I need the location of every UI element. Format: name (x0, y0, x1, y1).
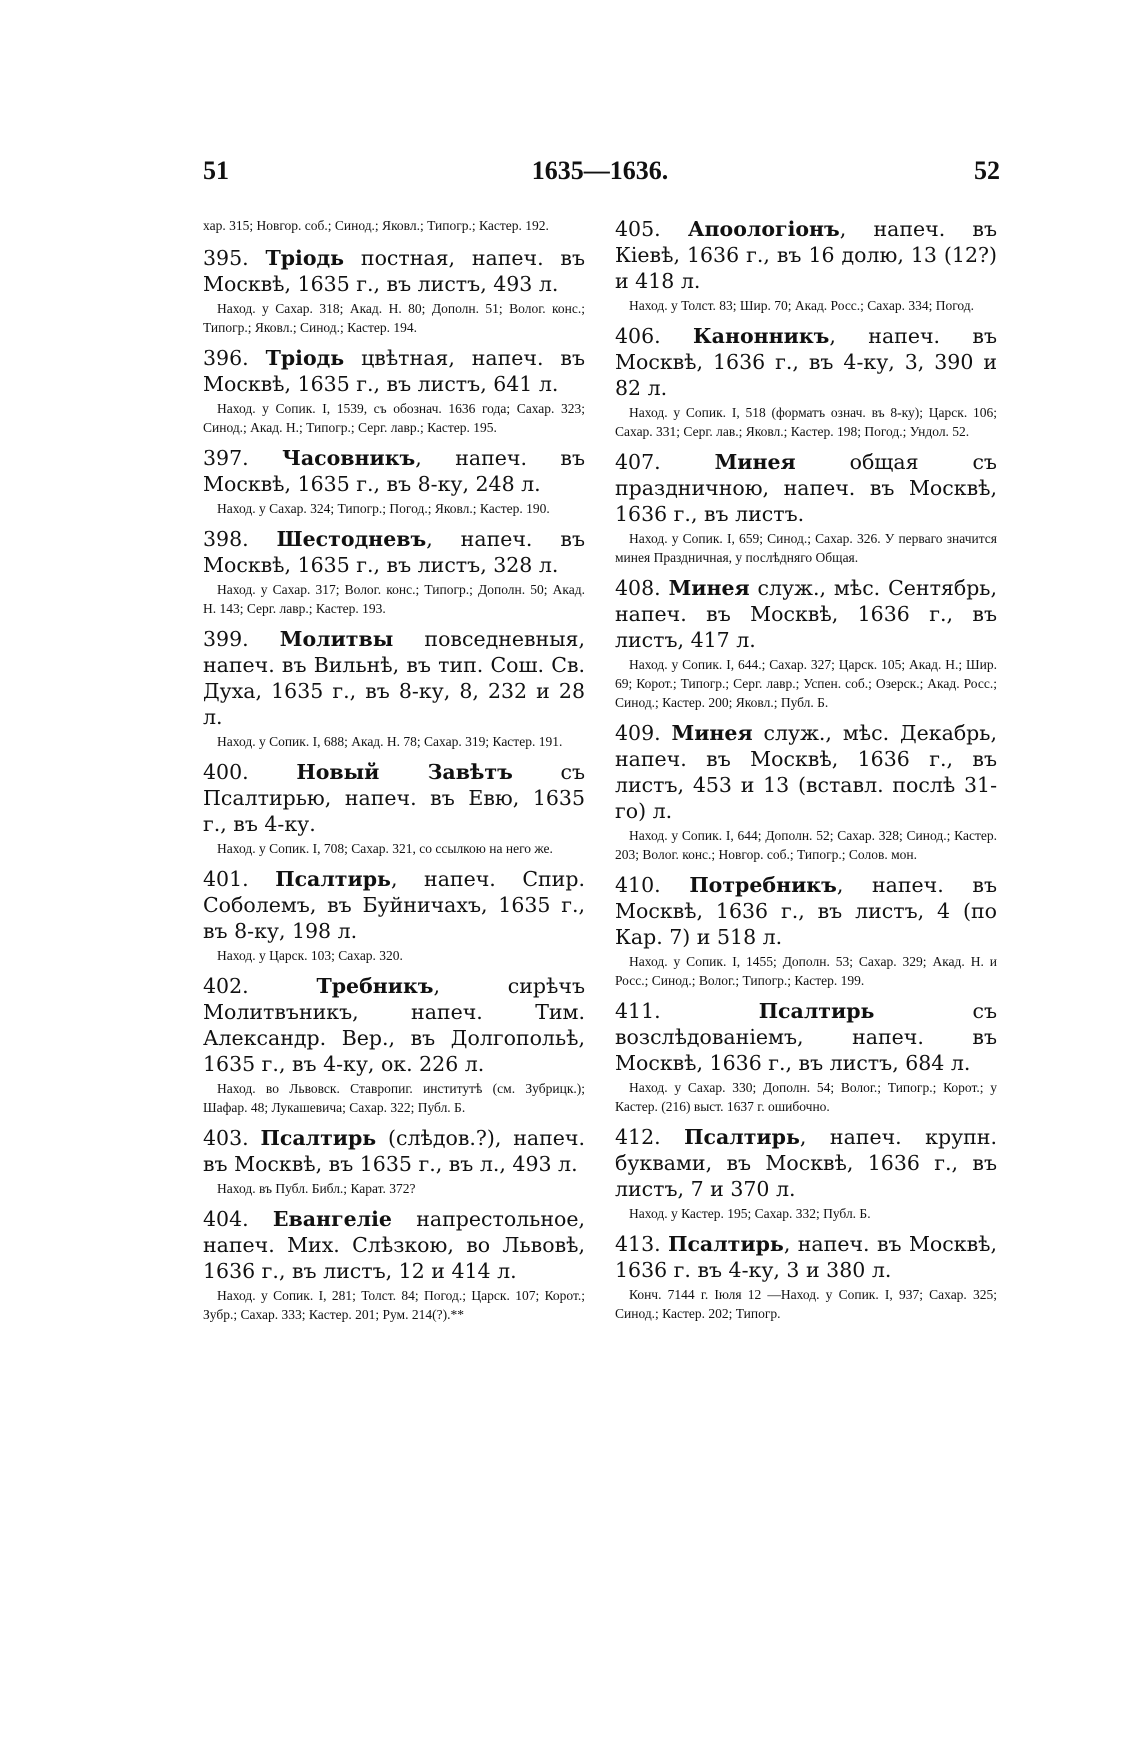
entry-location-note: Наход. у Толст. 83; Шир. 70; Акад. Росс.; Сахар. 334; Погод. (629, 298, 975, 313)
entry-title: Шестодневъ (276, 527, 427, 551)
catalog-entry (615, 1231, 997, 1323)
entry-description: общая съ праздничною, напеч. въ Москвѣ, 1636 г., въ листъ. (615, 450, 997, 526)
entry-number: 412. (615, 1125, 661, 1149)
entry-title: Апоологіонъ (687, 217, 840, 241)
entry-number: 402. (203, 974, 249, 998)
entry-number: 395. (203, 246, 249, 270)
entry-heading (203, 759, 585, 837)
catalog-entry (615, 720, 997, 864)
page-number-right: 52 (974, 156, 1000, 185)
catalog-entry (615, 1124, 997, 1223)
left-column (203, 216, 585, 1332)
entry-location-note: Наход. у Кастер. 195; Сахар. 332; Публ. Б. (629, 1206, 871, 1221)
entry-description: , напеч. въ Москвѣ, 1635 г., въ листъ, 328 л. (203, 527, 585, 577)
catalog-entry (203, 759, 585, 858)
entry-title: Молитвы (279, 627, 394, 651)
entry-heading (203, 1206, 585, 1284)
catalog-entry (203, 445, 585, 518)
running-title: 1635—1636. (531, 156, 669, 185)
entry-number: 413. (615, 1232, 661, 1256)
entry-location-note: Конч. 7144 г. Іюля 12 —Наход. у Сопик. I, 937; Сахар. 325; Синод.; Кастер. 202; Типогр. (615, 1287, 997, 1321)
entry-location-note: Наход. у Сахар. 317; Волог. конс.; Типогр.; Дополн. 50; Акад. Н. 143; Серг. лавр.; Кастер. 193. (203, 582, 585, 616)
catalog-entry (203, 245, 585, 337)
catalog-entry (615, 323, 997, 441)
entry-number: 409. (615, 721, 661, 745)
entry-title: Новый Завѣтъ (296, 760, 513, 784)
entry-title: Псалтирь (758, 999, 875, 1023)
entry-location-note: Наход. у Сопик. I, 644.; Сахар. 327; Царск. 105; Акад. Н.; Шир. 69; Корот.; Типогр.; Серг. лавр.; Успен. соб.; Озерск.; Акад. Росс.; Синод.; Кастер. 200; Яковл.; Публ. Б. (615, 657, 997, 710)
catalog-entry (203, 866, 585, 965)
entry-description: , напеч. въ Москвѣ, 1636 г., въ листъ, 4 (по Кар. 7) и 518 л. (615, 873, 997, 949)
entry-heading (203, 345, 585, 397)
entry-title: Минея (714, 450, 796, 474)
entry-description: , напеч. Спир. Соболемъ, въ Буйничахъ, 1635 г., въ 8-ку, 198 л. (203, 867, 585, 943)
entry-description: , напеч. въ Москвѣ, 1636 г. въ 4-ку, 3 и 380 л. (615, 1232, 997, 1282)
entry-number: 399. (203, 627, 249, 651)
entry-number: 398. (203, 527, 249, 551)
page-header (200, 156, 1000, 196)
entry-location-note: Наход. у Сахар. 318; Акад. Н. 80; Дополн. 51; Волог. конс.; Типогр.; Яковл.; Синод.; Кастер. 194. (203, 301, 585, 335)
entry-location-note: Наход. у Сопик. I, 281; Толст. 84; Погод.; Царск. 107; Корот.; Зубр.; Сахар. 333; Кастер. 201; Рум. 214(?).** (203, 1288, 585, 1322)
entry-number: 403. (203, 1126, 249, 1150)
entry-description: , напеч. въ Москвѣ, 1635 г., въ 8-ку, 248 л. (203, 446, 585, 496)
entry-location-note: Наход. во Львовск. Ставропиг. институтѣ (см. Зубрицк.); Шафар. 48; Лукашевича; Сахар. 322; Публ. Б. (203, 1081, 585, 1115)
entry-location-note: Наход. у Царск. 103; Сахар. 320. (217, 948, 403, 963)
entry-heading (615, 872, 997, 950)
entry-heading (615, 1231, 997, 1283)
continuation-text: хар. 315; Новгор. соб.; Синод.; Яковл.; Типогр.; Кастер. 192. (203, 218, 549, 233)
entry-title: Псалтирь (668, 1232, 784, 1256)
catalog-entry (203, 345, 585, 437)
entry-heading (615, 720, 997, 824)
entry-number: 405. (615, 217, 661, 241)
catalog-entry (615, 449, 997, 567)
entry-title: Канонникъ (693, 324, 830, 348)
catalog-entry (615, 216, 997, 315)
entry-title: Евангеліе (272, 1207, 392, 1231)
entry-location-note: Наход. у Сахар. 324; Типогр.; Погод.; Яковл.; Кастер. 190. (217, 501, 550, 516)
entry-title: Тріодь (265, 246, 345, 270)
entry-heading (203, 1125, 585, 1177)
entry-location-note: Наход. въ Публ. Библ.; Карат. 372? (217, 1181, 416, 1196)
catalog-entry (203, 1125, 585, 1198)
entry-heading (615, 323, 997, 401)
entry-heading (203, 245, 585, 297)
entry-description: напрестольное, напеч. Мих. Слѣзкою, во Львовѣ, 1636 г., въ листъ, 12 и 414 л. (203, 1207, 585, 1283)
entry-description: (слѣдов.?), напеч. въ Москвѣ, въ 1635 г., въ л., 493 л. (203, 1126, 585, 1176)
entry-location-note: Наход. у Сопик. I, 1455; Дополн. 53; Сахар. 329; Акад. Н. и Росс.; Синод.; Волог.; Типогр.; Кастер. 199. (615, 954, 997, 988)
entry-description: , напеч. крупн. буквами, въ Москвѣ, 1636 г., въ листъ, 7 и 370 л. (615, 1125, 997, 1201)
entry-number: 410. (615, 873, 661, 897)
entry-title: Минея (671, 721, 753, 745)
entry-number: 407. (615, 450, 661, 474)
entry-location-note: Наход. у Сопик. I, 688; Акад. Н. 78; Сахар. 319; Кастер. 191. (217, 734, 563, 749)
entry-location-note: Наход. у Сопик. I, 1539, съ обознач. 1636 года; Сахар. 323; Синод.; Акад. Н.; Типогр.; Серг. лавр.; Кастер. 195. (203, 401, 585, 435)
entry-heading (615, 575, 997, 653)
entry-title: Требникъ (316, 974, 434, 998)
entry-heading (203, 866, 585, 944)
entry-heading (615, 998, 997, 1076)
entry-title: Псалтирь (275, 867, 391, 891)
entry-description: повседневныя, напеч. въ Вильнѣ, въ тип. Сош. Св. Духа, 1635 г., въ 8-ку, 8, 232 и 28 л. (203, 627, 585, 729)
entry-heading (615, 216, 997, 294)
entry-description: съ возслѣдованіемъ, напеч. въ Москвѣ, 1636 г., въ листъ, 684 л. (615, 999, 997, 1075)
entry-number: 400. (203, 760, 249, 784)
catalog-entry (203, 626, 585, 751)
entry-description: постная, напеч. въ Москвѣ, 1635 г., въ листъ, 493 л. (203, 246, 585, 296)
entry-description: съ Псалтирью, напеч. въ Евю, 1635 г., въ 4-ку. (203, 760, 585, 836)
entry-title: Потребникъ (689, 873, 837, 897)
catalog-entry (615, 998, 997, 1116)
entry-description: служ., мѣс. Сентябрь, напеч. въ Москвѣ, 1636 г., въ листъ, 417 л. (615, 576, 997, 652)
entry-heading (203, 626, 585, 730)
entry-title: Часовникъ (282, 446, 416, 470)
entry-location-note: Наход. у Сопик. I, 659; Синод.; Сахар. 326. У перваго значится минея Праздничная, у послѣдняго Общая. (615, 531, 997, 565)
entry-title: Псалтирь (260, 1126, 377, 1150)
entry-heading (203, 526, 585, 578)
entry-description: , напеч. въ Москвѣ, 1636 г., въ 4-ку, 3, 390 и 82 л. (615, 324, 997, 400)
catalog-entry (203, 1206, 585, 1324)
entry-description: цвѣтная, напеч. въ Москвѣ, 1635 г., въ листъ, 641 л. (203, 346, 585, 396)
entry-heading (203, 445, 585, 497)
entry-heading (203, 973, 585, 1077)
entry-title: Псалтирь (684, 1125, 800, 1149)
catalog-entry (615, 575, 997, 712)
entry-number: 411. (615, 999, 661, 1023)
catalog-entry (615, 872, 997, 990)
entry-description: , напеч. въ Кіевѣ, 1636 г., въ 16 долю, 13 (12?) и 418 л. (615, 217, 997, 293)
catalog-entry (203, 526, 585, 618)
page-number-left: 51 (203, 156, 229, 185)
entry-number: 406. (615, 324, 661, 348)
entry-location-note: Наход. у Сопик. I, 708; Сахар. 321, со ссылкою на него же. (217, 841, 553, 856)
entry-title: Минея (668, 576, 750, 600)
entry-location-note: Наход. у Сопик. I, 518 (форматъ означ. въ 8-ку); Царск. 106; Сахар. 331; Серг. лав.; Яковл.; Кастер. 198; Погод.; Ундол. 52. (615, 405, 997, 439)
right-column (615, 216, 997, 1331)
entry-title: Тріодь (265, 346, 345, 370)
entry-location-note: Наход. у Сахар. 330; Дополн. 54; Волог.; Типогр.; Корот.; у Кастер. (216) выст. 1637 г. ошибочно. (615, 1080, 997, 1114)
entry-number: 401. (203, 867, 249, 891)
entry-number: 408. (615, 576, 661, 600)
entry-description: , сирѣчъ Молитвъникъ, напеч. Тим. Александр. Вер., въ Долгопольѣ, 1635 г., въ 4-ку, ок. 226 л. (203, 974, 585, 1076)
entry-number: 397. (203, 446, 249, 470)
entry-number: 404. (203, 1207, 249, 1231)
entry-heading (615, 1124, 997, 1202)
entry-location-note: Наход. у Сопик. I, 644; Дополн. 52; Сахар. 328; Синод.; Кастер. 203; Волог. конс.; Новгор. соб.; Типогр.; Солов. мон. (615, 828, 997, 862)
entry-number: 396. (203, 346, 249, 370)
entry-description: служ., мѣс. Декабрь, напеч. въ Москвѣ, 1636 г., въ листъ, 453 и 13 (вставл. послѣ 31-го) л. (615, 721, 997, 823)
catalog-entry (203, 973, 585, 1117)
entry-heading (615, 449, 997, 527)
